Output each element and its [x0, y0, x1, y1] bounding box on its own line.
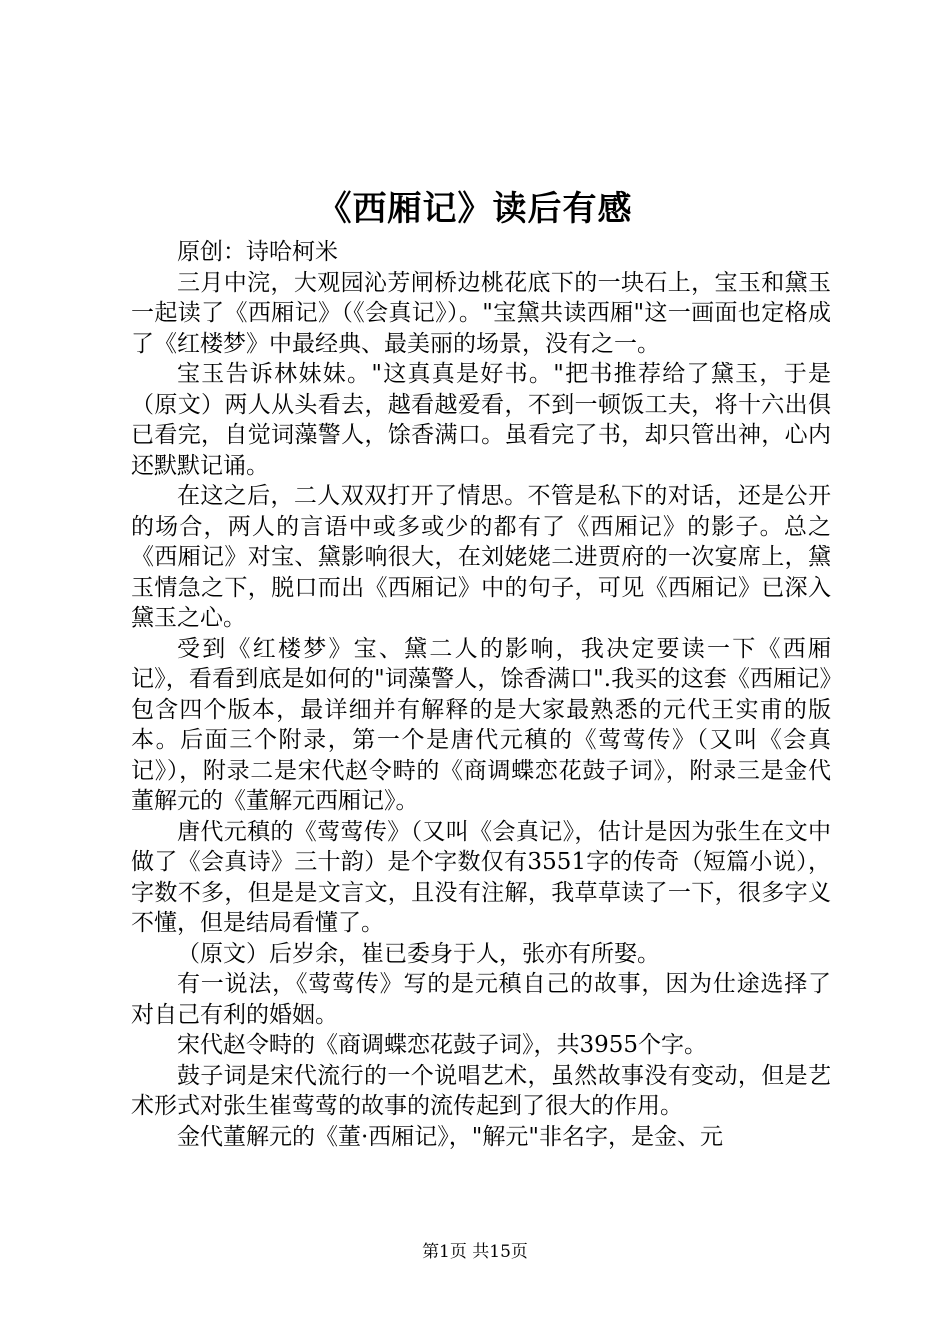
document-body: [131, 237, 831, 1152]
paragraph: （原文）后岁余，崔已委身于人，张亦有所娶。: [177, 940, 660, 967]
page-number-footer: 第1页 共15页: [422, 1242, 528, 1262]
document-title: 《西厢记》读后有感: [317, 189, 633, 229]
paragraph: 三月中浣，大观园沁芳闸桥边桃花底下的一块石上，宝玉和黛玉一起读了《西厢记》（《会真记》）。"宝黛共读西厢"这一画面也定格成了《红楼梦》中最经典、最美丽的场景，没有之一。: [131, 269, 831, 357]
paragraph-author: 原创：诗哈柯米: [177, 239, 338, 265]
paragraph: 在这之后，二人双双打开了情思。不管是私下的对话，还是公开的场合，两人的言语中或多或少的都有了《西厢记》的影子。总之《西厢记》对宝、黛影响很大，在刘姥姥二进贾府的一次宴席上，黛玉情急之下，脱口而出《西厢记》中的句子，可见《西厢记》已深入黛玉之心。: [131, 483, 831, 631]
paragraph: 唐代元稹的《莺莺传》（又叫《会真记》，估计是因为张生在文中做了《会真诗》三十韵）是个字数仅有3551字的传奇（短篇小说），字数不多，但是是文言文，且没有注解，我草草读了一下，很多字义不懂，但是结局看懂了。: [131, 818, 831, 936]
paragraph: 受到《红楼梦》宝、黛二人的影响，我决定要读一下《西厢记》，看看到底是如何的"词藻警人，馀香满口".我买的这套《西厢记》包含四个版本，最详细并有解释的是大家最熟悉的元代王实甫的版本。后面三个附录，第一个是唐代元稹的《莺莺传》（又叫《会真记》），附录二是宋代赵令畤的《商调蝶恋花鼓子词》，附录三是金代董解元的《董解元西厢记》。: [131, 635, 831, 814]
paragraph: 宋代赵令畤的《商调蝶恋花鼓子词》，共3955个字。: [177, 1032, 708, 1058]
paragraph: 鼓子词是宋代流行的一个说唱艺术，虽然故事没有变动，但是艺术形式对张生崔莺莺的故事的流传起到了很大的作用。: [131, 1062, 831, 1119]
paragraph: 金代董解元的《董·西厢记》，"解元"非名字，是金、元: [177, 1123, 723, 1150]
paragraph: 有一说法，《莺莺传》写的是元稹自己的故事，因为仕途选择了对自己有利的婚姻。: [131, 971, 831, 1028]
paragraph: 宝玉告诉林妹妹。"这真真是好书。"把书推荐给了黛玉，于是（原文）两人从头看去，越看越爱看，不到一顿饭工夫，将十六出俱已看完，自觉词藻警人，馀香满口。虽看完了书，却只管出神，心内还默默记诵。: [131, 361, 831, 479]
